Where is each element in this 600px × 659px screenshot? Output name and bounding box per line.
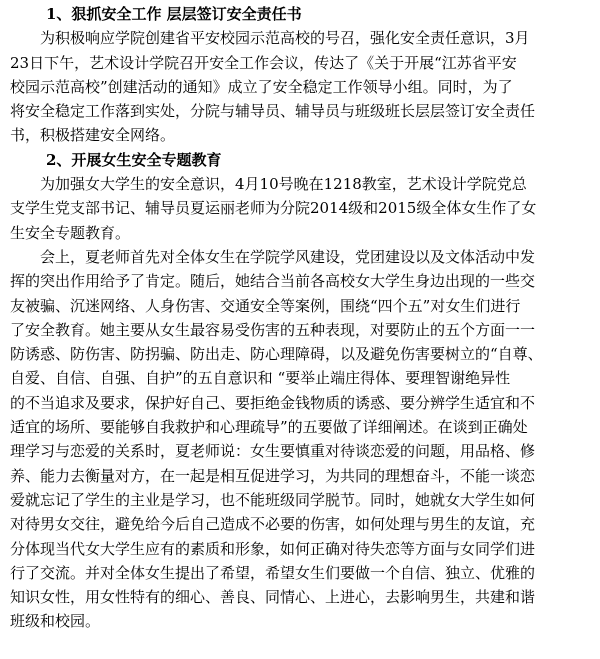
paragraph-line: 会上，夏老师首先对全体女生在学院学风建设，党团建设以及文体活动中发 xyxy=(40,247,536,266)
paragraph-line: 的不当追求及要求，保护好自己、要拒绝金钱物质的诱惑、要分辨学生适宜和不 xyxy=(10,393,536,412)
paragraph-line: 友被骗、沉迷网络、人身伤害、交通安全等案例，围绕“四个五”对女生们进行 xyxy=(10,296,521,315)
paragraph-line: 自爱、自信、自强、自护”的五自意识和 “要举止端庄得体、要理智谢绝异性 xyxy=(10,369,511,388)
paragraph-line: 将安全稳定工作落到实处，分院与辅导员、辅导员与班级班长层层签订安全责任 xyxy=(10,102,536,121)
paragraph-line: 23日下午，艺术设计学院召开安全工作会议，传达了《关于开展“江苏省平安 xyxy=(10,53,517,72)
paragraph-line: 为积极响应学院创建省平安校园示范高校的号召，强化安全责任意识，3月 xyxy=(40,29,530,48)
paragraph-line: 分体现当代女大学生应有的素质和形象，如何正确对待失恋等方面与女同学们进 xyxy=(10,539,536,558)
paragraph-line: 养、能力去衡量对方，在一起是相互促进学习，为共同的理想奋斗，不能一谈恋 xyxy=(10,466,536,485)
section-heading: 1、狠抓安全工作 层层签订安全责任书 xyxy=(46,5,302,23)
paragraph-line: 对待男女交往，避免给今后自己造成不必要的伤害，如何处理与男生的友谊，充 xyxy=(10,515,536,534)
paragraph-line: 防诱惑、防伤害、防拐骗、防出走、防心理障碍，以及避免伤害要树立的“自尊、 xyxy=(10,345,543,364)
paragraph-line: 生安全专题教育。 xyxy=(10,223,131,242)
paragraph-line: 班级和校园。 xyxy=(10,612,101,631)
document-page xyxy=(10,2,590,634)
paragraph-line: 校园示范高校”创建活动的通知》成立了安全稳定工作领导小组。同时，为了 xyxy=(10,77,513,96)
paragraph-line: 支学生党支部书记、辅导员夏运丽老师为分院2014级和2015级全体女生作了女 xyxy=(10,199,537,218)
paragraph-line: 挥的突出作用给予了肯定。随后，她结合当前各高校女大学生身边出现的一些交 xyxy=(10,272,536,291)
paragraph-line: 适宜的场所、要能够自我救护和心理疏导”的五要做了详细阐述。在谈到正确处 xyxy=(10,418,528,437)
paragraph-line: 了安全教育。她主要从女生最容易受伤害的五种表现，对要防止的五个方面一一 xyxy=(10,320,536,339)
paragraph-line: 知识女性，用女性特有的细心、善良、同情心、上进心，去影响男生，共建和谐 xyxy=(10,588,536,607)
section-heading: 2、开展女生安全专题教育 xyxy=(46,150,222,169)
paragraph-line: 为加强女大学生的安全意识，4月10号晚在1218教室，艺术设计学院党总 xyxy=(40,175,527,194)
paragraph-line: 爱就忘记了学生的主业是学习，也不能班级同学脱节。同时，她就女大学生如何 xyxy=(10,490,536,509)
paragraph-line: 书，积极搭建安全网络。 xyxy=(10,126,176,145)
paragraph-line: 行了交流。并对全体女生提出了希望，希望女生们要做一个自信、独立、优雅的 xyxy=(10,563,536,582)
paragraph-line: 理学习与恋爱的关系时，夏老师说：女生要慎重对待谈恋爱的问题，用品格、修 xyxy=(10,442,536,461)
